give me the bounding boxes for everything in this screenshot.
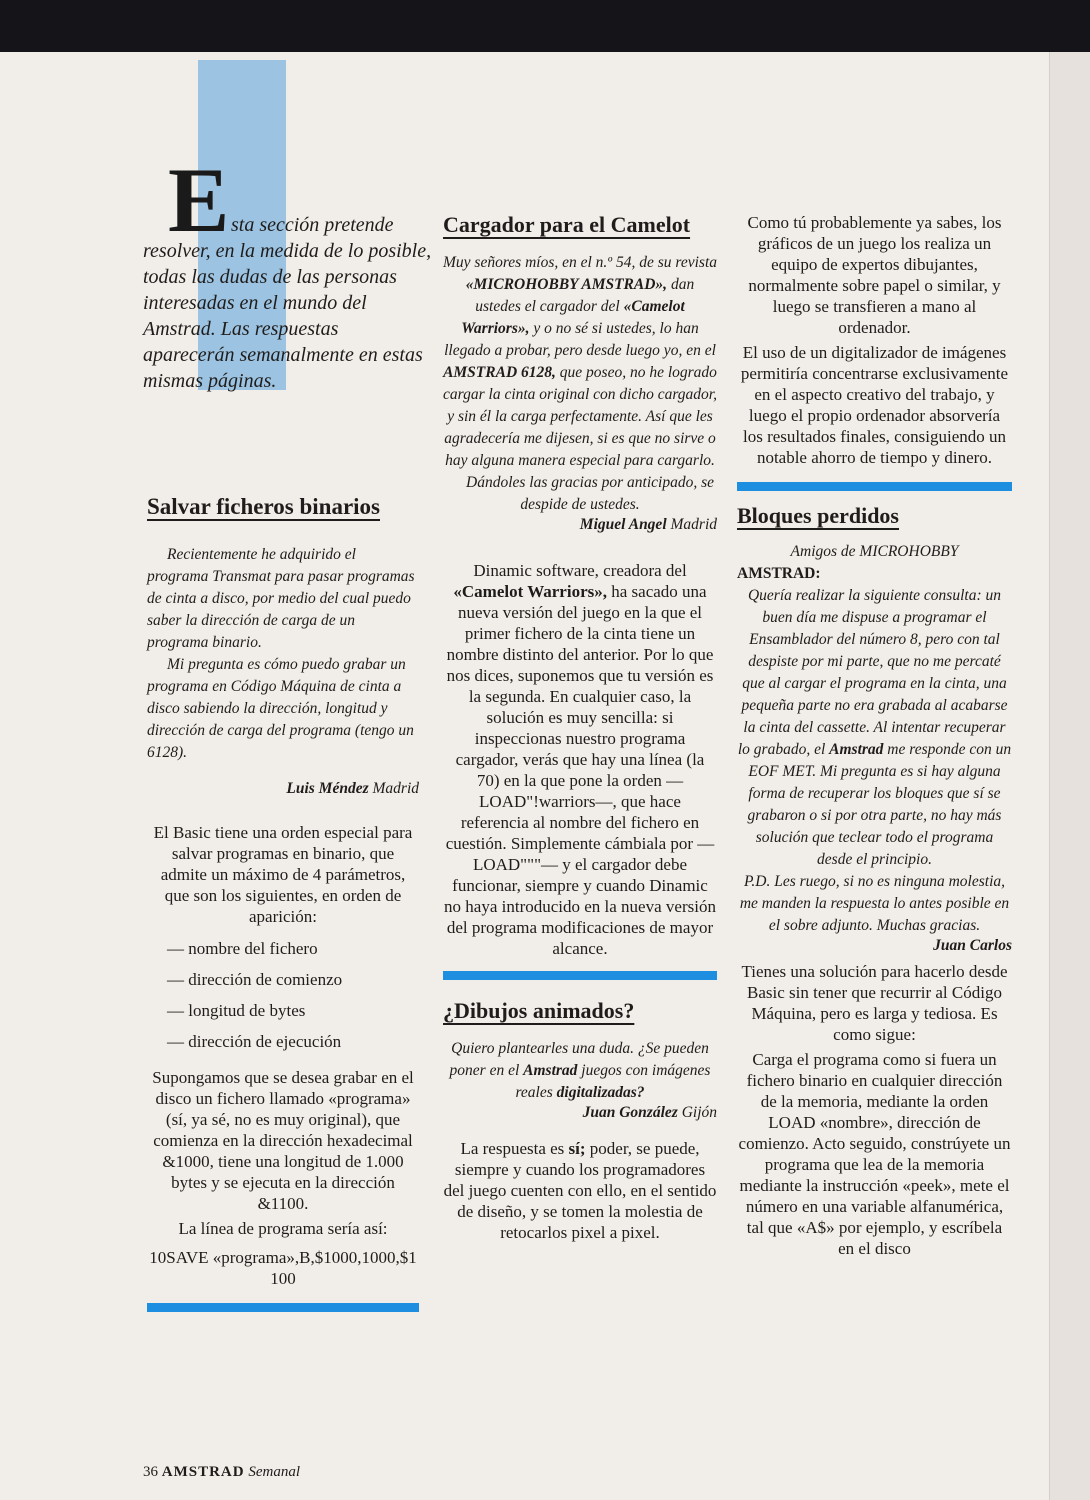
column-3 <box>737 212 1012 1263</box>
code-line: 10SAVE «programa»,B,$1000,1000,$1100 <box>149 1248 417 1288</box>
heading-dibujos-animados: ¿Dibujos animados? <box>443 998 635 1023</box>
reader-letter <box>147 544 419 764</box>
page-number: 36 <box>143 1464 158 1480</box>
answer <box>443 560 717 959</box>
magazine-edition: Semanal <box>248 1464 301 1480</box>
signature-name: Miguel Angel <box>579 516 667 533</box>
letter-signature <box>443 516 717 534</box>
answer-emphasis: sí; <box>568 1139 586 1158</box>
letter-text: juegos con imágenes reales <box>515 1062 711 1101</box>
answer-paragraph: Carga el programa como si fuera un fichero binario en cualquier dirección de la memoria, mediante la orden LOAD «nombre», dirección de comienzo. Acto seguido, constrúyete un programa que lea de la memoria mediante la instrucción «peek», mete el número en una variable alfanumérica, tal que «A$» por ejemplo, y escríbela en el disco <box>738 1050 1011 1258</box>
drop-cap: E <box>168 149 230 251</box>
magazine-name: «MICROHOBBY AMSTRAD», <box>465 276 668 293</box>
letter-emphasis: digitalizadas? <box>556 1084 645 1101</box>
section-rule <box>443 971 717 980</box>
list-item: — nombre del fichero <box>167 939 318 958</box>
brand-name: Amstrad <box>523 1062 578 1079</box>
reader-letter <box>443 252 717 516</box>
answer-continuation <box>737 212 1012 468</box>
letter-text: Muy señores míos, en el n.º 54, de su revista <box>443 254 717 271</box>
section-intro <box>143 212 433 394</box>
letter-postscript: P.D. Les ruego, si no es ninguna molestia, me manden la respuesta lo antes posible en el sobre adjunto. Muchas gracias. <box>739 873 1010 934</box>
letter-signature <box>147 780 419 798</box>
answer-text: Dinamic software, creadora del <box>473 561 687 580</box>
letter-text: dan ustedes el cargador del <box>475 276 695 315</box>
answer <box>737 961 1012 1259</box>
answer <box>443 1138 717 1243</box>
answer-paragraph: Como tú probablemente ya sabes, los gráficos de un juego los realiza un equipo de expertos dibujantes, normalmente sobre papel o similar, y luego se transfieren a mano al ordenador. <box>747 213 1002 337</box>
answer-paragraph: El uso de un digitalizador de imágenes permitiría concentrarse exclusivamente en el aspecto creativo del trabajo, y luego el propio ordenador absorvería los resultados finales, consiguiendo un notable ahorro de tiempo y dinero. <box>740 343 1009 467</box>
letter-text: Quería realizar la siguiente consulta: un buen día me dispuse a programar el Ensamblador del número 8, pero con tal despiste por mi parte, que no me percaté que al cargar el programa en la cinta, una pequeña parte no era grabada al acabarse la cinta del cassette. Al intentar recuperar lo grabado, el <box>737 587 1008 758</box>
letter-text: que poseo, no he logrado cargar la cinta original con dicho cargador, y sin él la carga perfectamente. Así que les agradecería me dijesen, si es que no sirve o hay alguna manera especial para cargarlo. <box>443 364 717 469</box>
game-name: «Camelot Warriors», <box>461 298 685 337</box>
answer-paragraph: La línea de programa sería así: <box>178 1219 388 1238</box>
reader-letter <box>443 1038 717 1104</box>
answer-continued <box>147 1067 419 1289</box>
signature-name: Juan González <box>582 1104 678 1121</box>
signature-name: Juan Carlos <box>933 937 1012 954</box>
letter-signature <box>737 937 1012 955</box>
letter-salutation: Amigos de MICROHOBBY <box>790 543 959 560</box>
section-rule <box>147 1303 419 1312</box>
list-item: — dirección de comienzo <box>167 970 343 989</box>
letter-paragraph: Recientemente he adquirido el programa Transmat para pasar programas de cinta a disco, por medio del cual puedo saber la dirección de carga de un programa binario. <box>147 546 415 651</box>
reader-letter <box>737 541 1012 937</box>
magazine-brand: AMSTRAD <box>161 1464 245 1480</box>
letter-text: me responde con un EOF MET. Mi pregunta es si hay alguna forma de recuperar los bloques que sí se grabaron o si por otra parte, no hay más solución que teclear todo el programa desde el principio. <box>747 741 1012 868</box>
game-name: «Camelot Warriors», <box>453 582 607 601</box>
letter-text: Quiero plantearles una duda. ¿Se pueden poner en el <box>449 1040 709 1079</box>
page-footer <box>143 1464 300 1481</box>
heading-cargador-camelot: Cargador para el Camelot <box>443 212 691 237</box>
letter-salutation-bold: AMSTRAD: <box>737 565 821 582</box>
answer-text: poder, se puede, siempre y cuando los programadores del juego cuenten con ello, en el sentido de diseño, y se tomen la molestia de retocarlos pixel a pixel. <box>443 1139 717 1242</box>
answer-text: ha sacado una nueva versión del juego en la que el primer fichero de la cinta tiene un nombre distinto del anterior. Por lo que nos dices, suponemos que tu versión es la segunda. En cualquier caso, la solución es muy sencilla: si inspeccionas nuestro programa cargador, verás que hay una línea (la 70) en la que pone la orden —LOAD"!warriors—, que hace referencia al nombre del fichero en cuestión. Simplemente cámbiala por —LOAD"""— y el cargador debe funcionar, siempre y cuando Dinamic no haya introducido en la nueva versión del programa modificaciones de mayor alcance. <box>444 582 716 958</box>
page-edge <box>1049 52 1090 1500</box>
computer-model: AMSTRAD 6128, <box>443 364 556 381</box>
signature-city: Madrid <box>670 516 717 533</box>
scan-top-edge <box>0 0 1090 52</box>
letter-signature <box>443 1104 717 1122</box>
signature-name: Luis Méndez <box>286 780 369 797</box>
signature-city: Gijón <box>681 1104 717 1121</box>
letter-paragraph: Mi pregunta es cómo puedo grabar un programa en Código Máquina de cinta a disco sabiendo la dirección, longitud y dirección de carga del programa (tengo un 6128). <box>147 656 414 761</box>
signature-city: Madrid <box>372 780 419 797</box>
list-item: — dirección de ejecución <box>167 1032 342 1051</box>
answer-paragraph: Tienes una solución para hacerlo desde Basic sin tener que recurrir al Código Máquina, pero es larga y tediosa. Es como sigue: <box>741 962 1008 1044</box>
answer-text: La respuesta es <box>460 1139 565 1158</box>
intro-text: resolver, en la medida de lo posible, todas las dudas de las personas interesadas en el mundo del Amstrad. Las respuestas aparecerán semanalmente en estas mismas páginas. <box>143 240 432 392</box>
list-item: — longitud de bytes <box>167 1001 306 1020</box>
column-2 <box>443 212 717 1247</box>
column-1 <box>147 494 419 1312</box>
heading-salvar-ficheros: Salvar ficheros binarios <box>147 494 380 519</box>
section-rule <box>737 482 1012 491</box>
letter-text: y o no sé si ustedes, lo han llegado a probar, pero desde luego yo, en el <box>444 320 716 359</box>
heading-bloques-perdidos: Bloques perdidos <box>737 503 899 528</box>
intro-first-line: sta sección pretende <box>231 214 394 236</box>
answer-paragraph: El Basic tiene una orden especial para salvar programas en binario, que admite un máximo de 4 parámetros, que son los siguientes, en orden de aparición: <box>153 823 413 926</box>
answer-paragraph: Supongamos que se desea grabar en el disco un fichero llamado «programa» (sí, ya sé, no es muy original), que comienza en la dirección hexadecimal &1000, tiene una longitud de 1.000 bytes y se ejecuta en la dirección &1100. <box>152 1068 414 1213</box>
letter-closing: Dándoles las gracias por anticipado, se despide de ustedes. <box>466 474 714 513</box>
parameter-list <box>167 933 419 1057</box>
brand-name: Amstrad <box>829 741 884 758</box>
answer <box>147 822 419 927</box>
